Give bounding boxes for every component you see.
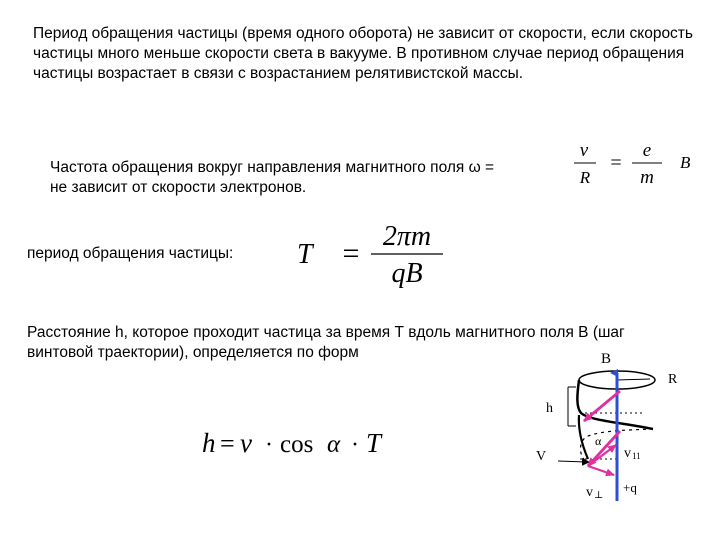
frequency-paragraph [50,158,570,198]
label-charge: +q [623,480,637,495]
omega-numerator-e: e [642,140,652,161]
label-alpha: α [595,434,602,448]
omega-numerator-v: v [579,140,589,161]
velocity-vector-upper [584,391,620,421]
label-h: h [546,401,553,416]
label-v-parallel: v [624,446,631,461]
velocity-parallel-component [588,445,616,466]
period-denominator: qB [391,258,423,289]
period-label: период обращения частицы: [27,245,234,262]
period-T: T [297,239,313,270]
step-h: h [202,428,216,458]
step-dot-2: · [351,432,359,458]
label-v-parallel-sub: 11 [632,451,641,461]
period-numerator: 2πm [382,221,432,252]
step-T: T [366,428,382,458]
v-pointer-arrow [558,461,586,462]
label-B: B [601,351,612,367]
step-v: v [240,428,252,458]
omega-B: B [680,153,691,172]
step-cos: cos [280,431,314,458]
omega-denominator-m: m [640,167,654,188]
label-V: V [536,449,547,464]
frequency-line-2: не зависит от скорости электронов. [50,179,307,196]
velocity-perpendicular-component [588,466,614,475]
omega-formula [570,138,710,194]
label-v-perp-sub: ⊥ [594,490,604,501]
frequency-line-1: Частота обращения вокруг направления магнитного поля ω = [50,159,495,176]
omega-denominator-R: R [579,168,591,187]
label-R: R [668,372,678,387]
intro-paragraph: Период обращения частицы (время одного оборота) не зависит от скорости, если скорость частицы много меньше скорости света в вакууме. В противном случае период обращения частицы возрастает в связи с возрастанием релятивистской массы. [33,25,693,82]
step-alpha: α [327,431,341,458]
period-equals: = [342,237,360,270]
step-equals: = [220,429,235,458]
label-v-perp: v [586,485,593,500]
radius-line [617,379,650,380]
helix-diagram [520,335,710,505]
step-formula [200,420,400,464]
step-dot-1: · [265,432,273,458]
step-paragraph: Расстояние h, которое проходит частица за время Т вдоль магнитного поля В (шаг винтовой траектории), определяется по форм [27,324,625,361]
velocity-vector [588,431,620,466]
helix-lower-curve [579,415,588,459]
omega-equals: = [610,152,622,174]
period-formula [295,218,455,290]
